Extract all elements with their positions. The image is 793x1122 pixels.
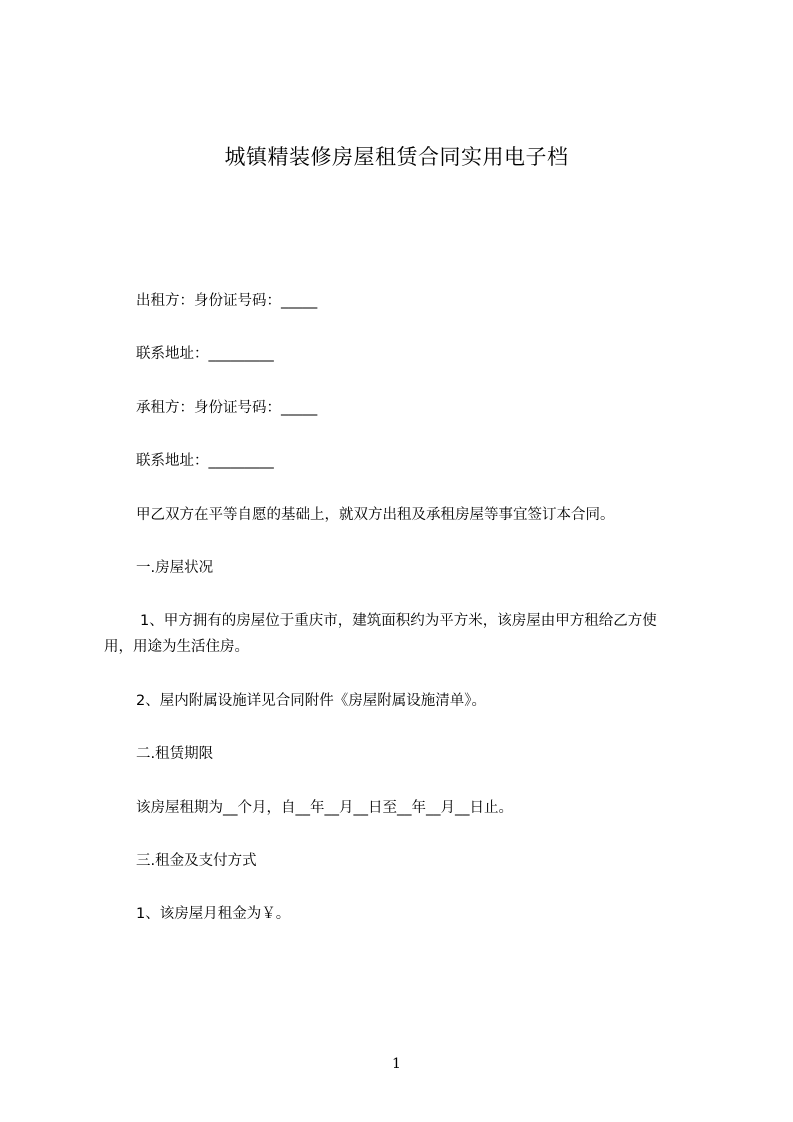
document-title: 城镇精装修房屋租赁合同实用电子档 (224, 145, 569, 169)
section-heading-house-status: 一.房屋状况 (136, 560, 214, 576)
clause-1-line-1: 1、甲方拥有的房屋位于重庆市，建筑面积约为平方米，该房屋由甲方租给乙方使 (140, 613, 657, 629)
page-number: 1 (392, 1056, 401, 1072)
preamble-paragraph: 甲乙双方在平等自愿的基础上，就双方出租及承租房屋等事宜签订本合同。 (136, 507, 615, 523)
clause-1-line-2: 用，用途为生活住房。 (104, 639, 249, 655)
lessee-address-line: 联系地址：_________ (136, 453, 274, 469)
lessor-address-line: 联系地址：_________ (136, 346, 274, 362)
clause-2-paragraph: 2、屋内附属设施详见合同附件《房屋附属设施清单》。 (136, 693, 486, 709)
rent-clause-1: 1、该房屋月租金为￥。 (136, 906, 291, 922)
lessee-id-line: 承租方：身份证号码：_____ (136, 400, 318, 416)
section-heading-rent-payment: 三.租金及支付方式 (136, 853, 257, 869)
section-heading-lease-term: 二.租赁期限 (136, 746, 214, 762)
lease-term-paragraph: 该房屋租期为__个月，自__年__月__日至__年__月__日止。 (136, 800, 513, 816)
lessor-id-line: 出租方：身份证号码：_____ (136, 293, 318, 309)
